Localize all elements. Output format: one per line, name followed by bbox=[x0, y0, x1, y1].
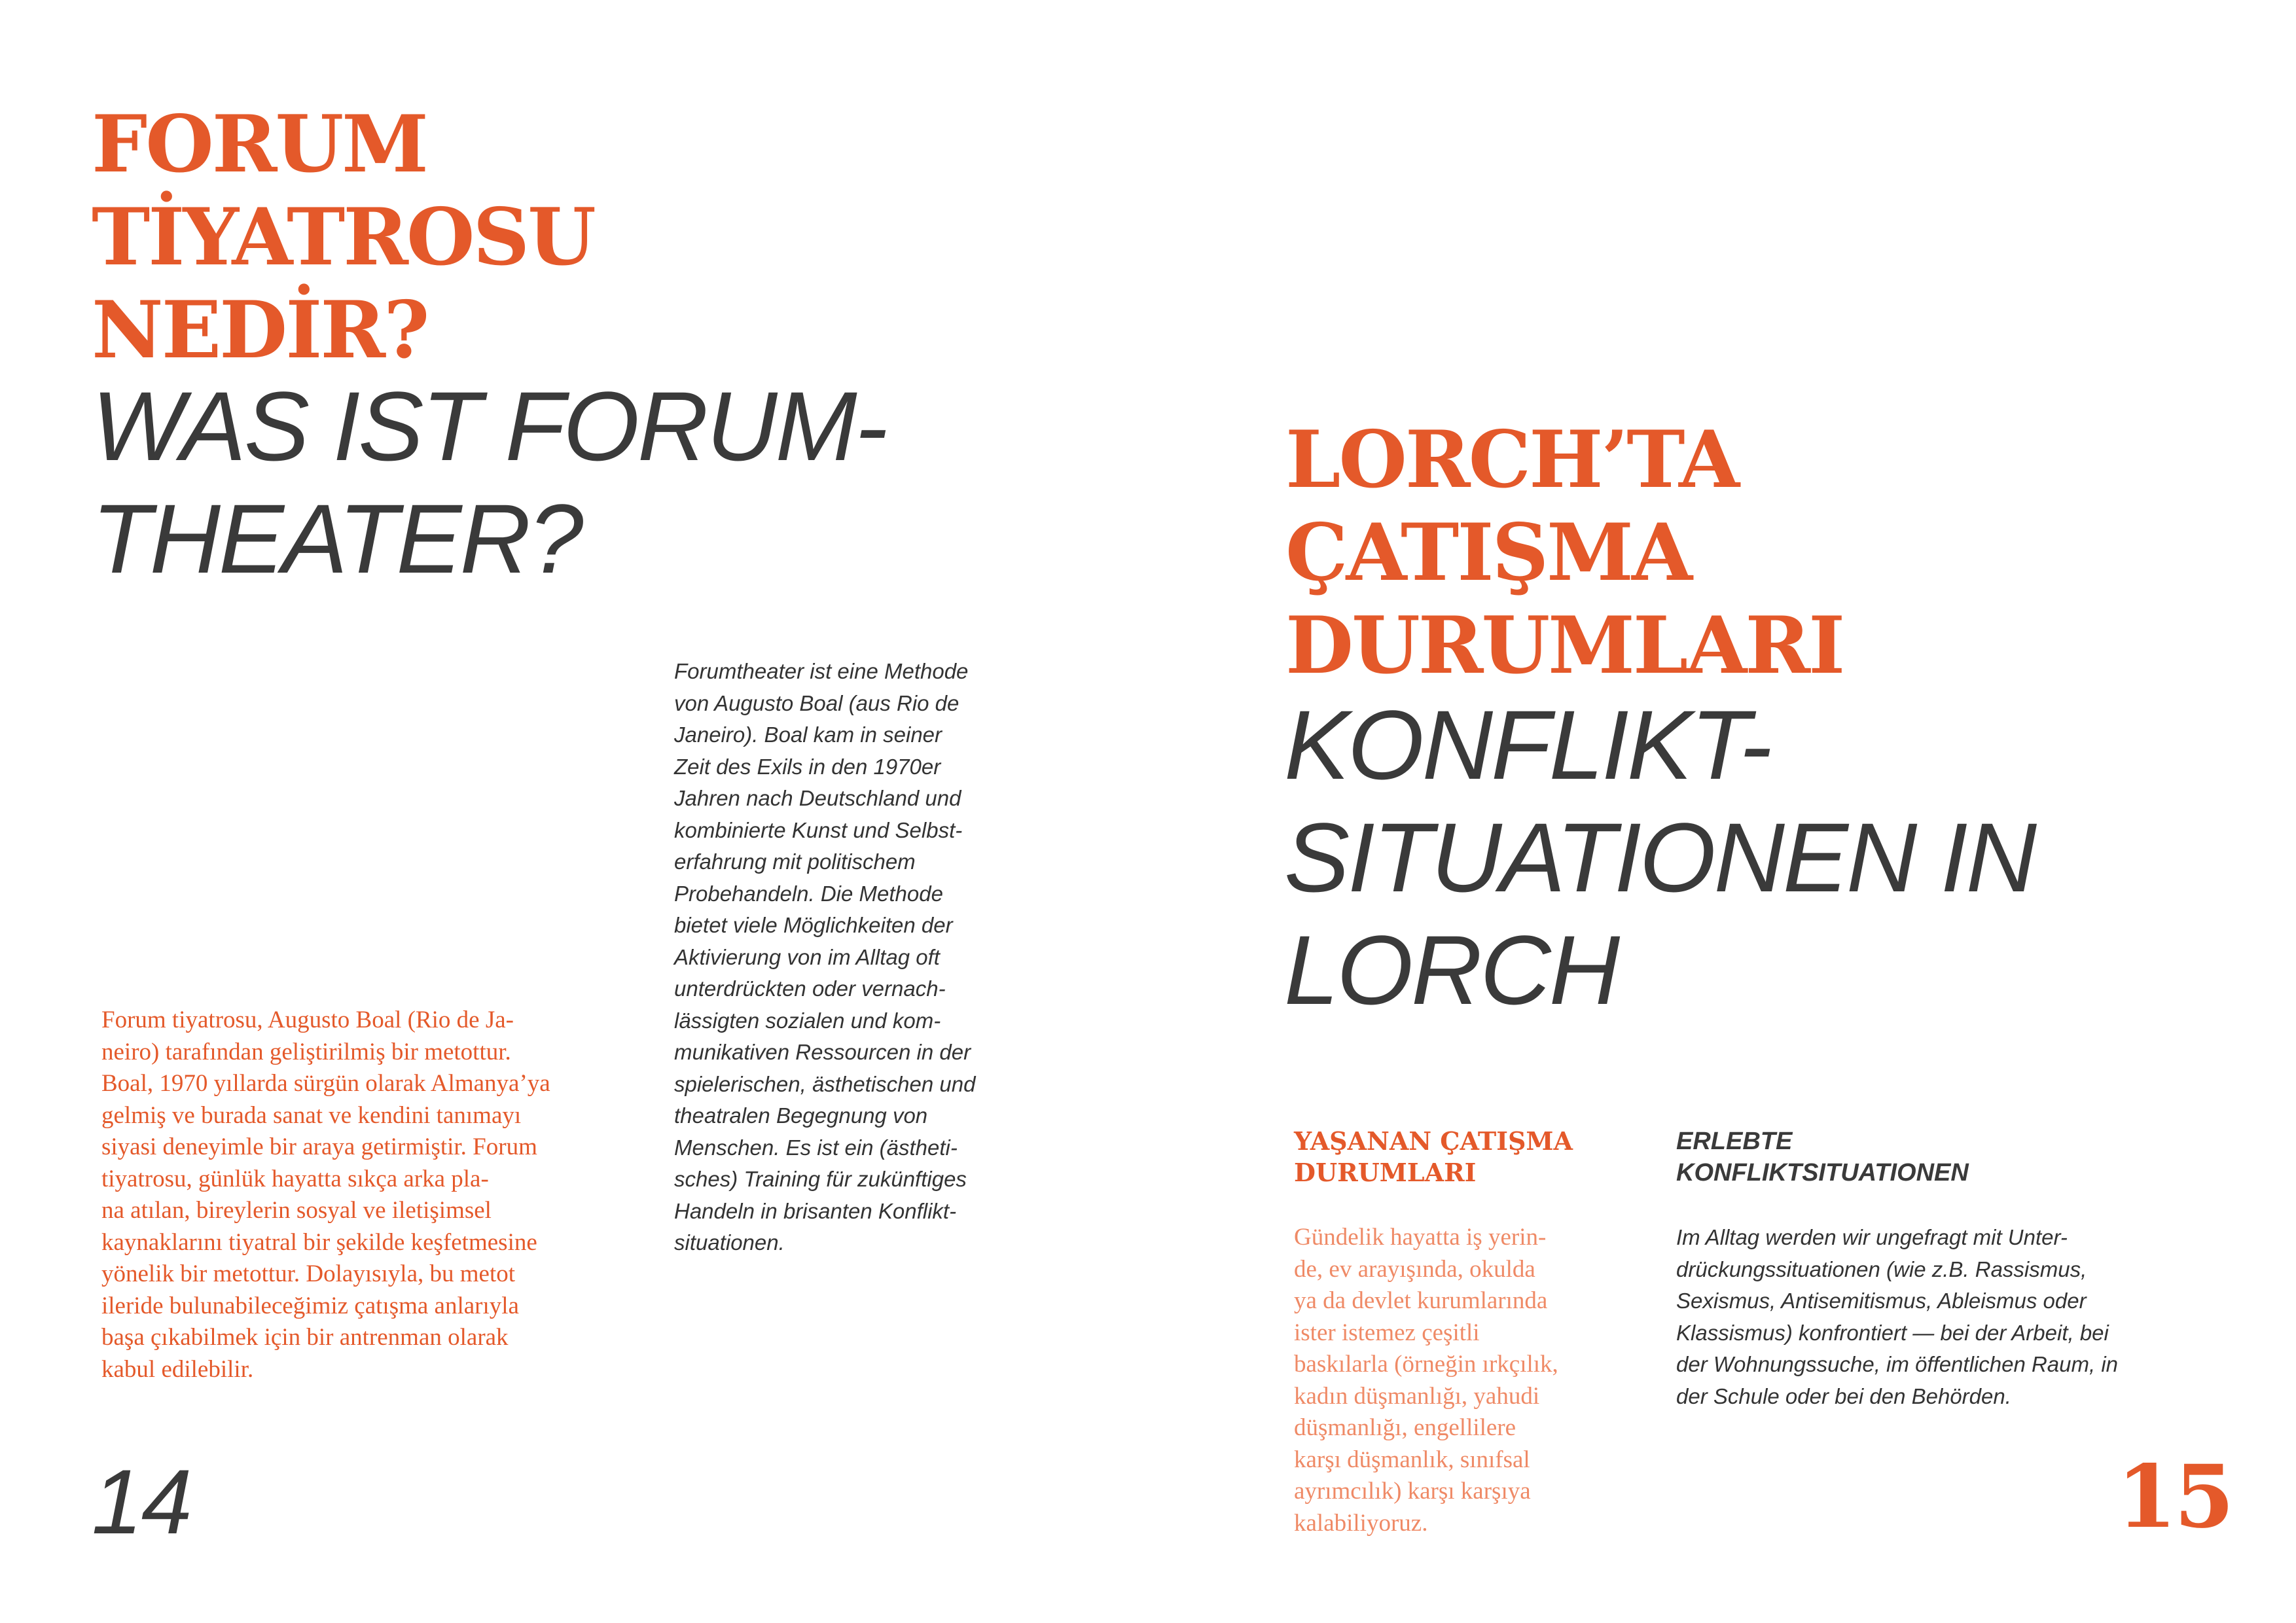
page-number-left: 14 bbox=[92, 1450, 191, 1553]
title-tr-right: LORCH’TA ÇATIŞMA DURUMLARI bbox=[1285, 414, 1844, 692]
body-tr-left: Forum tiyatrosu, Augusto Boal (Rio de Ja- neiro) tarafından geliştirilmiş bir metottur. Boal, 1970 yıllarda sürgün olarak Almanya’ya gelmiş ve burada sanat ve kendini tanımayı siyasi deneyimle bir araya getirmiştir. Forum tiyatrosu, günlük hayatta sıkça arka pla- na atılan, bireylerin sosyal ve iletişimsel kaynaklarını tiyatral bir şekilde keşfetmesine yönelik bir metottur. Dolayısıyla, bu metot ileride bulunabileceğimiz çatışma anlarıyla başa çıkabilmek için bir antrenman olarak kabul edilebilir. bbox=[101, 1007, 550, 1383]
body-de-left: Forumtheater ist eine Methode von Augusto Boal (aus Rio de Janeiro). Boal kam in seiner Zeit des Exils in den 1970er Jahren nach Deutschland und kombinierte Kunst und Selbst- erfahrung mit politischem Probehandeln. Die Methode bietet viele Möglichkeiten der Aktivierung von im Alltag oft unterdrückten oder vernach- lässigten sozialen und kom- munikativen Ressourcen in der spielerischen, ästhetischen und theatralen Begegnung von Menschen. Es ist ein (ästheti- sches) Training für zukünftiges Handeln in brisanten Konflikt- situationen. bbox=[674, 659, 976, 1255]
title-tr-left: FORUM TİYATROSU NEDİR? bbox=[92, 98, 594, 376]
right-page bbox=[1148, 0, 2296, 1623]
subhead-de-right: ERLEBTE KONFLIKTSITUATIONEN bbox=[1676, 1128, 1969, 1186]
page-number-right: 15 bbox=[2117, 1446, 2232, 1548]
subhead-tr-right: YAŞANAN ÇATIŞMA DURUMLARI bbox=[1294, 1126, 1573, 1187]
title-de-right: KONFLIKT- SITUATIONEN IN LORCH bbox=[1284, 690, 2035, 1025]
body-de-right: Im Alltag werden wir ungefragt mit Unter- drückungssituationen (wie z.B. Rassismus, Sexismus, Antisemitismus, Ableismus oder Klassismus) konfrontiert — bei der Arbeit, bei der Wohnungssuche, im öffentlichen Raum, in der Schule oder bei den Behörden. bbox=[1676, 1225, 2119, 1408]
body-tr-right: Gündelik hayatta iş yerin- de, ev arayışında, okulda ya da devlet kurumlarında ister istemez çeşitli baskılarla (örneğin ırkçılık, kadın düşmanlığı, yahudi düşmanlığı, engellilere karşı düşmanlık, sınıfsal ayrımcılık) karşı karşıya kalabiliyoruz. bbox=[1294, 1224, 1558, 1537]
title-de-left: WAS IST FORUM- THEATER? bbox=[92, 371, 886, 594]
